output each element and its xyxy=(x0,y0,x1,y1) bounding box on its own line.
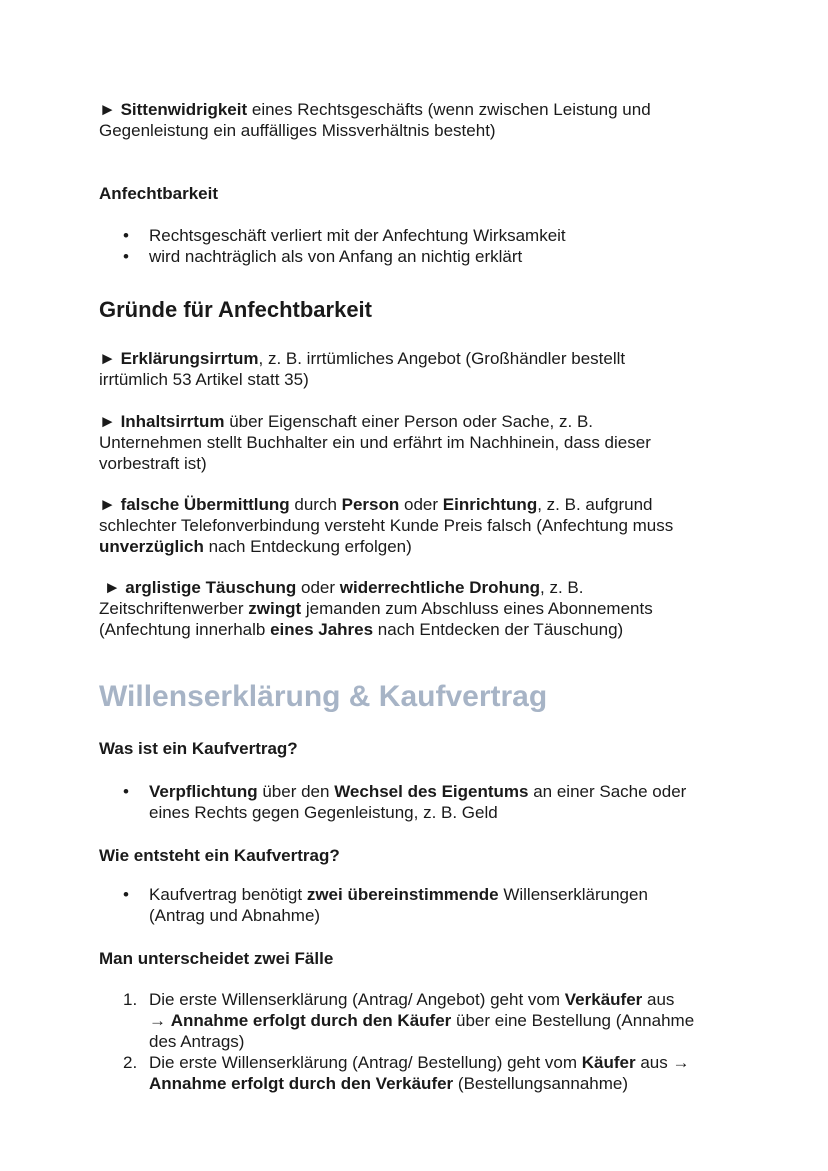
kaufvertrag-title: Willenserklärung & Kaufvertrag xyxy=(99,680,548,713)
text: durch xyxy=(289,495,342,514)
uebermittlung-paragraph xyxy=(99,494,739,557)
arrow-icon: ► xyxy=(99,100,116,119)
bold-term: Wechsel des Eigentums xyxy=(334,782,529,801)
text: nach Entdecken der Täuschung) xyxy=(373,620,624,639)
inhaltsirrtum-paragraph xyxy=(99,411,739,474)
text: , z. B. irrtümliches Angebot (Großhändler bestellt xyxy=(258,349,626,368)
text: über eine Bestellung (Annahme xyxy=(451,1011,695,1030)
sittenwidrigkeit-paragraph xyxy=(99,99,739,141)
text: , z. B. xyxy=(540,578,584,597)
list-item xyxy=(99,884,739,926)
text: oder xyxy=(399,495,443,514)
text: (Bestellungsannahme) xyxy=(453,1074,629,1093)
bold-term: zwingt xyxy=(248,599,302,618)
bold-term: arglistige Täuschung xyxy=(125,578,297,597)
bold-term: falsche Übermittlung xyxy=(120,495,290,514)
bold-term: unverzüglich xyxy=(99,537,204,556)
bold-term: Person xyxy=(341,495,400,514)
list-number: 2. xyxy=(123,1053,138,1072)
text: Die erste Willenserklärung (Antrag/ Bestellung) geht vom xyxy=(149,1053,582,1072)
text: des Antrags) xyxy=(149,1032,245,1051)
text: jemanden zum Abschluss eines Abonnements xyxy=(301,599,653,618)
text: oder xyxy=(296,578,340,597)
taeuschung-paragraph xyxy=(99,577,739,640)
text: (Antrag und Abnahme) xyxy=(149,906,321,925)
list-item: • wird nachträglich als von Anfang an nichtig erklärt xyxy=(99,246,739,267)
text: , z. B. aufgrund xyxy=(537,495,653,514)
list-item: • Rechtsgeschäft verliert mit der Anfechtung Wirksamkeit xyxy=(99,225,739,246)
bold-term: eines Jahres xyxy=(270,620,374,639)
kaufvertrag-question-2: Wie entsteht ein Kaufvertrag? xyxy=(99,846,340,865)
bold-term: Annahme erfolgt durch den Verkäufer xyxy=(149,1074,454,1093)
text: aus xyxy=(642,990,675,1009)
list-item xyxy=(99,989,739,1052)
text: irrtümlich 53 Artikel statt 35) xyxy=(99,370,309,389)
erklaerungsirrtum-paragraph xyxy=(99,348,739,390)
text: über den xyxy=(257,782,335,801)
anfechtbarkeit-heading: Anfechtbarkeit xyxy=(99,184,219,203)
faelle-list xyxy=(99,989,739,1094)
bold-term: Käufer xyxy=(581,1053,636,1072)
bold-term: Annahme erfolgt durch den Käufer xyxy=(170,1011,452,1030)
bold-term: Einrichtung xyxy=(442,495,538,514)
bold-term: zwei übereinstimmende xyxy=(306,885,499,904)
kaufvertrag-answer-2 xyxy=(99,884,739,926)
text: Zeitschriftenwerber xyxy=(99,599,249,618)
text: schlechter Telefonverbindung versteht Kunde Preis falsch (Anfechtung muss xyxy=(99,516,674,535)
text: (Anfechtung innerhalb xyxy=(99,620,271,639)
text: über Eigenschaft einer Person oder Sache, z. B. xyxy=(224,412,594,431)
anfechtbarkeit-list xyxy=(99,225,739,267)
text: Unternehmen stellt Buchhalter ein und erfährt im Nachhinein, dass dieser xyxy=(99,433,651,452)
list-number: 1. xyxy=(123,990,138,1009)
arrow-icon: ► xyxy=(99,495,116,514)
bold-term: Sittenwidrigkeit xyxy=(120,100,248,119)
text: Willenserklärungen xyxy=(498,885,648,904)
text: aus → xyxy=(635,1053,690,1072)
arrow-icon: ► xyxy=(103,578,121,597)
gruende-heading: Gründe für Anfechtbarkeit xyxy=(99,297,372,322)
text: Die erste Willenserklärung (Antrag/ Angebot) geht vom xyxy=(149,990,565,1009)
arrow-icon: ► xyxy=(99,412,116,431)
text: vorbestraft ist) xyxy=(99,454,207,473)
bold-term: Inhaltsirrtum xyxy=(120,412,225,431)
text: Kaufvertrag benötigt xyxy=(149,885,307,904)
arrow-icon: ► xyxy=(99,349,116,368)
list-item xyxy=(99,781,739,823)
bold-term: Verpflichtung xyxy=(149,782,258,801)
text: Gegenleistung ein auffälliges Missverhältnis besteht) xyxy=(99,121,496,140)
text: nach Entdeckung erfolgen) xyxy=(203,537,412,556)
kaufvertrag-question-1: Was ist ein Kaufvertrag? xyxy=(99,739,298,758)
bold-term: Verkäufer xyxy=(564,990,643,1009)
kaufvertrag-answer-1 xyxy=(99,781,739,823)
bold-term: Erklärungsirrtum xyxy=(120,349,259,368)
list-item xyxy=(99,1052,739,1094)
kaufvertrag-question-3: Man unterscheidet zwei Fälle xyxy=(99,949,334,968)
text: → xyxy=(149,1011,171,1030)
bold-term: widerrechtliche Drohung xyxy=(339,578,541,597)
text: eines Rechtsgeschäfts (wenn zwischen Leistung und xyxy=(247,100,651,119)
text: eines Rechts gegen Gegenleistung, z. B. Geld xyxy=(149,803,498,822)
text: an einer Sache oder xyxy=(528,782,687,801)
